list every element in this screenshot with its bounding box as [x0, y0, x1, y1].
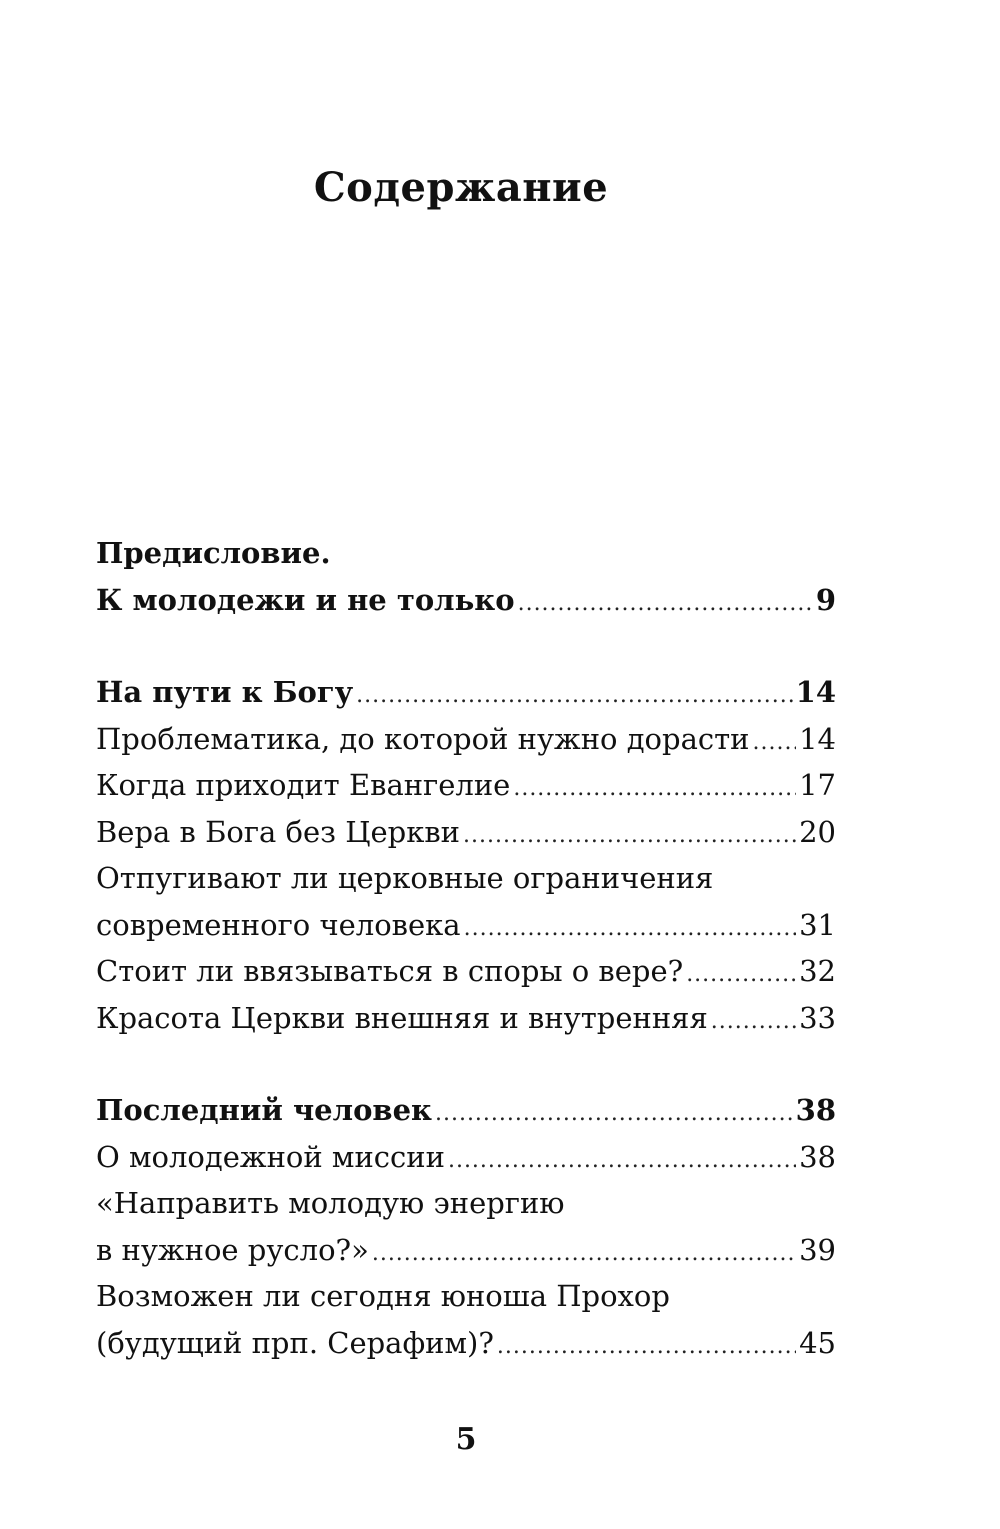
toc-entry-page: 39 — [799, 1232, 836, 1267]
toc-entry-page: 9 — [815, 582, 836, 617]
toc-entry-line[interactable] — [96, 1180, 836, 1227]
toc-entry-page: 14 — [799, 721, 836, 756]
toc-entry-page: 38 — [799, 1139, 836, 1174]
toc-entry-line[interactable] — [96, 1134, 836, 1181]
toc-entry-line[interactable] — [96, 809, 836, 856]
dot-leader — [463, 813, 796, 856]
table-of-contents — [96, 530, 836, 1366]
toc-entry-line[interactable] — [96, 855, 836, 902]
toc-entry-title: На пути к Богу — [96, 675, 354, 709]
toc-entry-title: в нужное русло?» — [96, 1232, 369, 1267]
page-number: 5 — [455, 1422, 477, 1457]
toc-entry-page: 17 — [799, 768, 836, 802]
toc-entry-line[interactable] — [96, 1273, 836, 1320]
dot-leader — [686, 952, 796, 995]
toc-entry-title: О молодежной миссии — [96, 1139, 445, 1174]
dot-leader — [711, 999, 796, 1042]
toc-entry-title: современного человека — [96, 907, 461, 942]
toc-entry-page: 45 — [799, 1325, 836, 1360]
toc-entry-line[interactable] — [96, 530, 836, 577]
dot-leader — [497, 1324, 796, 1367]
dot-leader — [513, 766, 796, 809]
toc-entry-title: Возможен ли сегодня юноша Прохор — [96, 1279, 670, 1313]
toc-entry-title: Последний человек — [96, 1093, 432, 1127]
toc-entry-title: Когда приходит Евангелие — [96, 768, 511, 802]
toc-entry-page: 14 — [795, 675, 836, 709]
toc-entry-title: Предисловие. — [96, 536, 331, 570]
toc-entry-line[interactable] — [96, 716, 836, 763]
toc-entry-page: 32 — [799, 954, 836, 988]
toc-section-path-to-god — [96, 669, 836, 1041]
toc-entry-line[interactable] — [96, 995, 836, 1042]
toc-entry-line[interactable] — [96, 762, 836, 809]
toc-entry-page: 20 — [799, 814, 836, 849]
toc-entry-title: Отпугивают ли церковные ограничения — [96, 861, 714, 895]
toc-entry-line[interactable] — [96, 1320, 836, 1367]
toc-entry-title: Вера в Бога без Церкви — [96, 814, 461, 849]
toc-entry-line[interactable] — [96, 948, 836, 995]
dot-leader — [448, 1138, 796, 1181]
toc-entry-title: Красота Церкви внешняя и внутренняя — [96, 1000, 708, 1035]
page-title: Содержание — [313, 164, 609, 211]
dot-leader — [464, 906, 797, 949]
toc-entry-line[interactable] — [96, 669, 836, 716]
toc-section-last-man — [96, 1087, 836, 1366]
dot-leader — [752, 720, 796, 763]
dot-leader — [356, 673, 792, 716]
toc-entry-line[interactable] — [96, 577, 836, 624]
toc-entry-title: Проблематика, до которой нужно дорасти — [96, 721, 750, 756]
toc-entry-title: (будущий прп. Серафим)? — [96, 1325, 494, 1360]
dot-leader — [372, 1231, 796, 1274]
toc-section-preface — [96, 530, 836, 623]
toc-entry-page: 31 — [799, 907, 836, 942]
toc-entry-title: «Направить молодую энергию — [96, 1186, 565, 1220]
toc-entry-line[interactable] — [96, 902, 836, 949]
toc-entry-line[interactable] — [96, 1087, 836, 1134]
toc-entry-title: К молодежи и не только — [96, 582, 515, 617]
toc-entry-line[interactable] — [96, 1227, 836, 1274]
toc-entry-page: 38 — [795, 1093, 836, 1127]
toc-entry-title: Стоит ли ввязываться в споры о вере? — [96, 954, 684, 988]
toc-entry-page: 33 — [799, 1000, 836, 1035]
dot-leader — [518, 581, 813, 624]
dot-leader — [435, 1091, 793, 1134]
